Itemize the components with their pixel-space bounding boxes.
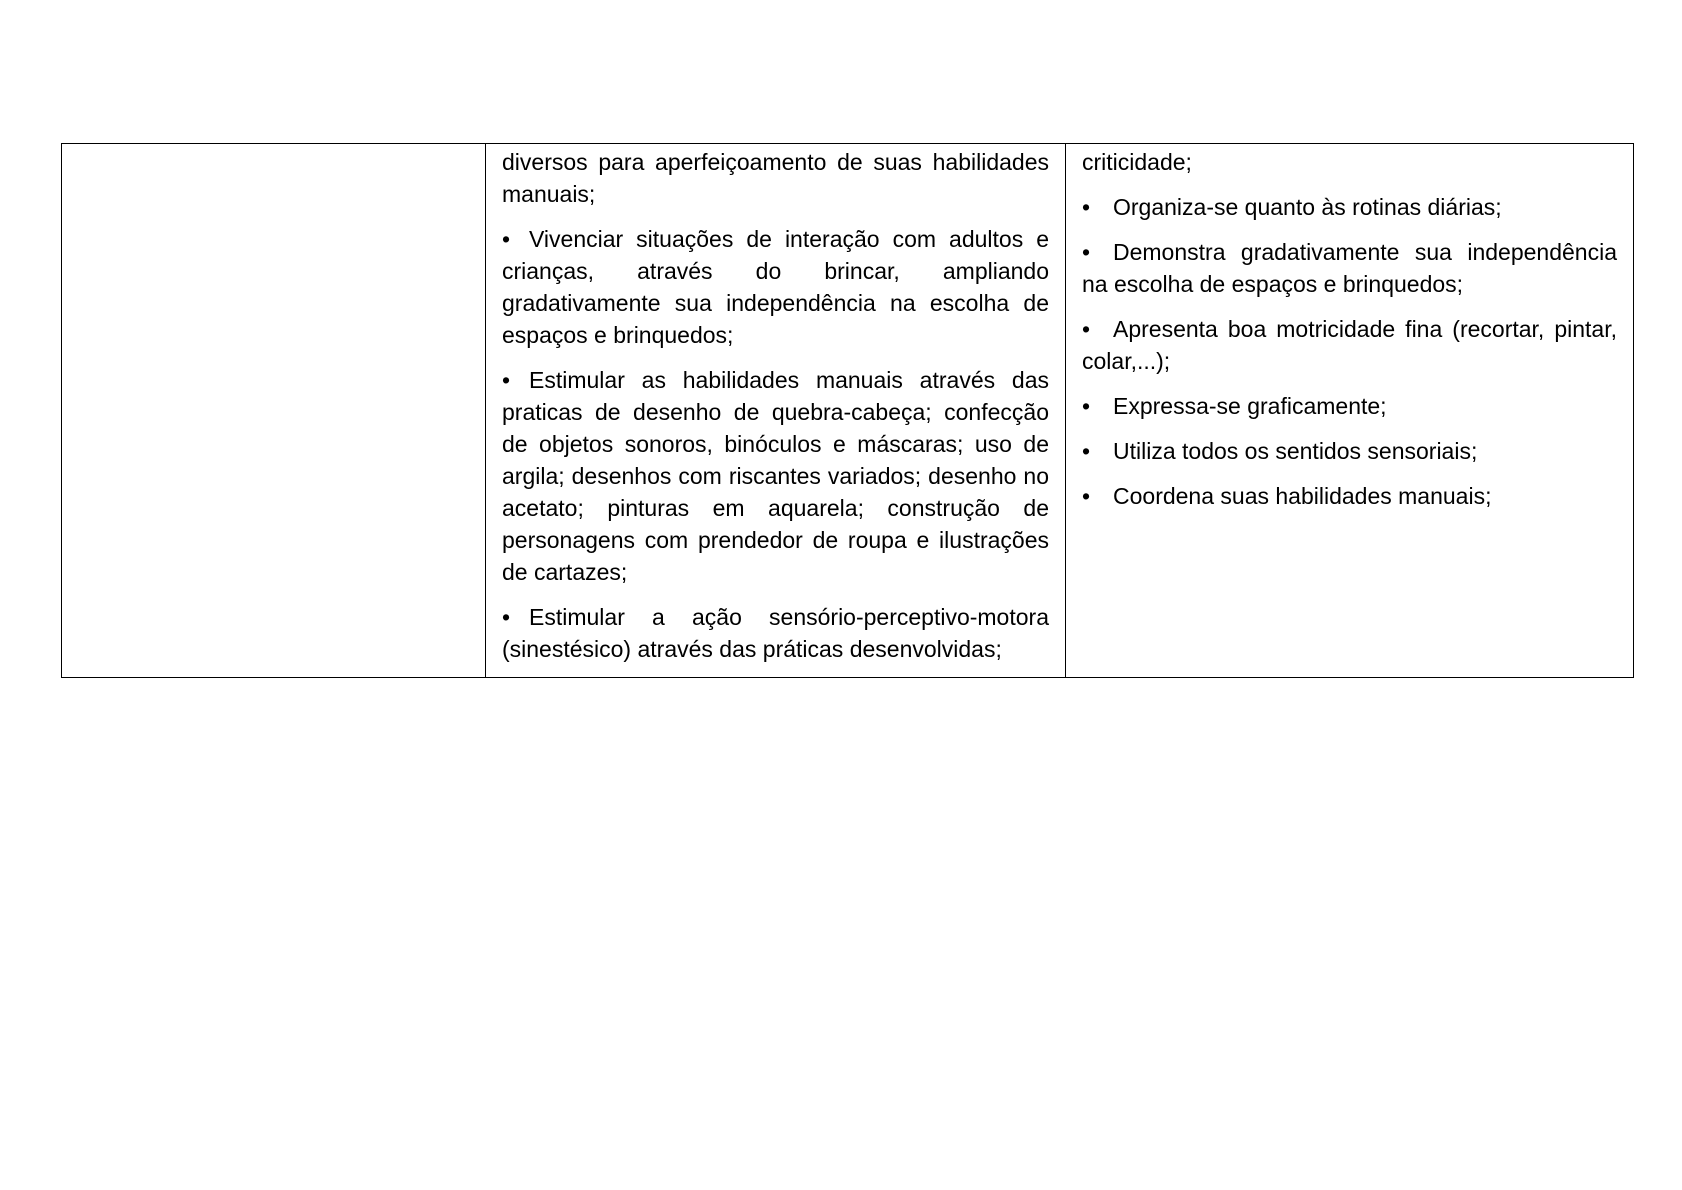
list-item-text: Estimular as habilidades manuais através das praticas de desenho de quebra-cabeça; confecção de objetos sonoros, binóculos e máscaras; uso de argila; desenhos com riscantes variados; desenho no acetato; pinturas em aquarela; construção de personagens com prendedor de roupa e ilustrações de cartazes; (502, 367, 1049, 585)
list-item-text: Organiza-se quanto às rotinas diárias; (1113, 194, 1502, 220)
list-item (1082, 191, 1617, 223)
list-item-text: Coordena suas habilidades manuais; (1113, 483, 1492, 509)
list-item (502, 364, 1049, 588)
bullet-icon: • (1082, 194, 1091, 220)
bullet-icon: • (502, 367, 511, 393)
bullet-icon: • (502, 604, 511, 630)
list-item (1082, 435, 1617, 467)
table-cell-evaluation (1066, 144, 1634, 678)
bullet-icon: • (1082, 239, 1091, 265)
list-item-text: Expressa-se graficamente; (1113, 393, 1387, 419)
bullet-icon: • (1082, 483, 1091, 509)
continuation-text: diversos para aperfeiçoamento de suas habilidades manuais; (502, 149, 1049, 207)
bullet-icon: • (1082, 393, 1091, 419)
list-item (1082, 313, 1617, 377)
list-item-text: Apresenta boa motricidade fina (recortar, pintar, colar,...); (1082, 316, 1617, 374)
list-item (1082, 390, 1617, 422)
list-item-text: Utiliza todos os sentidos sensoriais; (1113, 438, 1478, 464)
continuation-text: criticidade; (1082, 149, 1192, 175)
bullet-icon: • (502, 226, 511, 252)
table-row (62, 144, 1634, 678)
content-table (61, 143, 1634, 678)
table-cell-objectives (486, 144, 1066, 678)
list-item-text: Vivenciar situações de interação com adultos e crianças, através do brincar, ampliando gradativamente sua independência na escolha de espaços e brinquedos; (502, 226, 1049, 348)
bullet-icon: • (1082, 316, 1091, 342)
list-item-text: Estimular a ação sensório-perceptivo-motora (sinestésico) através das práticas desenvolvidas; (502, 604, 1049, 662)
list-item (502, 223, 1049, 351)
list-item (1082, 480, 1617, 512)
list-item (502, 601, 1049, 665)
list-item (1082, 236, 1617, 300)
table-cell-empty (62, 144, 486, 678)
list-item-text: Demonstra gradativamente sua independência na escolha de espaços e brinquedos; (1082, 239, 1617, 297)
bullet-icon: • (1082, 438, 1091, 464)
